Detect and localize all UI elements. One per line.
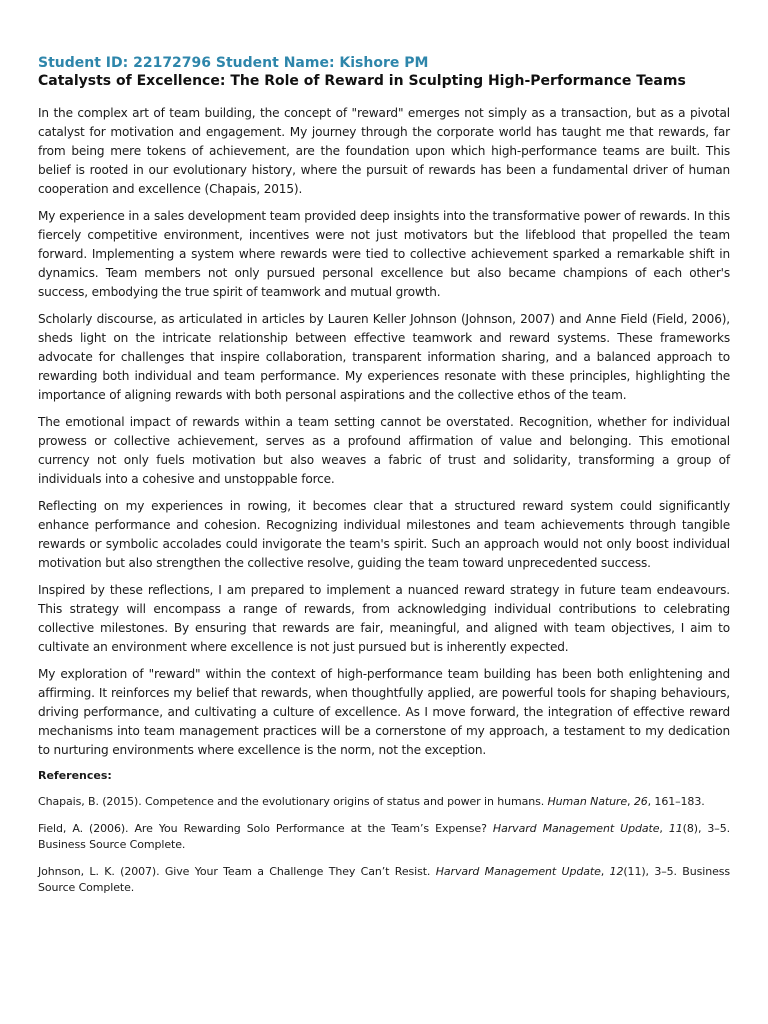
reference-journal: Harvard Management Update [435,865,601,878]
reference-pages: (11), 3–5. Business Source Complete. [38,865,730,894]
reference-separator: , [600,865,610,878]
reference-separator: , [627,795,634,808]
reference-pages: , 161–183. [647,795,705,808]
reference-text: Johnson, L. K. (2007). Give Your Team a Challenge They Can’t Resist. [38,865,436,878]
student-info-line: Student ID: 22172796 Student Name: Kishore PM [38,55,429,71]
reference-volume: 12 [609,865,624,878]
body-paragraph-2: My experience in a sales development team provided deep insights into the transformative power of rewards. In this fiercely competitive environment, incentives were not just motivators but the lifeblood that propelled the team forward. Implementing a system where rewards were tied to collective achievement sparked a remarkable shift in dynamics. Team members not only pursued personal excellence but also became champions of each other's success, embodying the true spirit of teamwork and mutual growth. [38,209,730,299]
body-paragraph-3: Scholarly discourse, as articulated in articles by Lauren Keller Johnson (Johnson, 2007) and Anne Field (Field, 2006), sheds light on the intricate relationship between effective teamwork and reward systems. These frameworks advocate for challenges that inspire collaboration, transparent information sharing, and a balanced approach to rewarding both individual and team performance. My experiences resonate with these principles, highlighting the importance of aligning rewards with both personal aspirations and the collective ethos of the team. [38,312,730,402]
reference-volume: 26 [633,795,648,808]
references-heading: References: [38,769,112,782]
reference-volume: 11 [668,822,683,835]
body-paragraph-7: My exploration of "reward" within the context of high-performance team building has been both enlightening and affirming. It reinforces my belief that rewards, when thoughtfully applied, are powerful tools for shaping behaviours, driving performance, and cultivating a culture of excellence. As I move forward, the integration of effective reward mechanisms into team management practices will be a cornerstone of my approach, a testament to my dedication to nurturing environments where excellence is the norm, not the exception. [38,667,730,757]
reference-journal: Harvard Management Update [492,822,660,835]
document-title: Catalysts of Excellence: The Role of Reward in Sculpting High-Performance Teams [38,73,686,89]
body-paragraph-4: The emotional impact of rewards within a team setting cannot be overstated. Recognition, whether for individual prowess or collective achievement, serves as a profound affirmation of value and belonging. This emotional currency not only fuels motivation but also weaves a fabric of trust and solidarity, transforming a group of individuals into a cohesive and unstoppable force. [38,415,730,486]
body-paragraph-5: Reflecting on my experiences in rowing, it becomes clear that a structured reward system could significantly enhance performance and cohesion. Recognizing individual milestones and team achievements through tangible rewards or symbolic accolades could invigorate the team's spirit. Such an approach would not only boost individual motivation but also strengthen the collective resolve, guiding the team toward unprecedented success. [38,499,730,570]
reference-journal: Human Nature [547,795,628,808]
reference-text: Chapais, B. (2015). Competence and the evolutionary origins of status and power in humans. [38,795,548,808]
reference-item-1 [38,794,730,810]
reference-item-3 [38,864,730,896]
body-paragraph-1: In the complex art of team building, the concept of "reward" emerges not simply as a transaction, but as a pivotal catalyst for motivation and engagement. My journey through the corporate world has taught me that rewards, far from being mere tokens of achievement, are the foundation upon which high-performance teams are built. This belief is rooted in our evolutionary history, where the pursuit of rewards has been a fundamental driver of human cooperation and excellence (Chapais, 2015). [38,106,730,196]
reference-pages: (8), 3–5. Business Source Complete. [38,822,731,851]
body-paragraph-6: Inspired by these reflections, I am prepared to implement a nuanced reward strategy in future team endeavours. This strategy will encompass a range of rewards, from acknowledging individual contributions to celebrating collective milestones. By ensuring that rewards are fair, meaningful, and aligned with team objectives, I aim to cultivate an environment where excellence is not just pursued but is inherently expected. [38,583,730,654]
reference-text: Field, A. (2006). Are You Rewarding Solo Performance at the Team’s Expense? [38,822,493,835]
reference-separator: , [659,822,669,835]
reference-item-2 [38,821,730,853]
document-page [38,54,730,907]
